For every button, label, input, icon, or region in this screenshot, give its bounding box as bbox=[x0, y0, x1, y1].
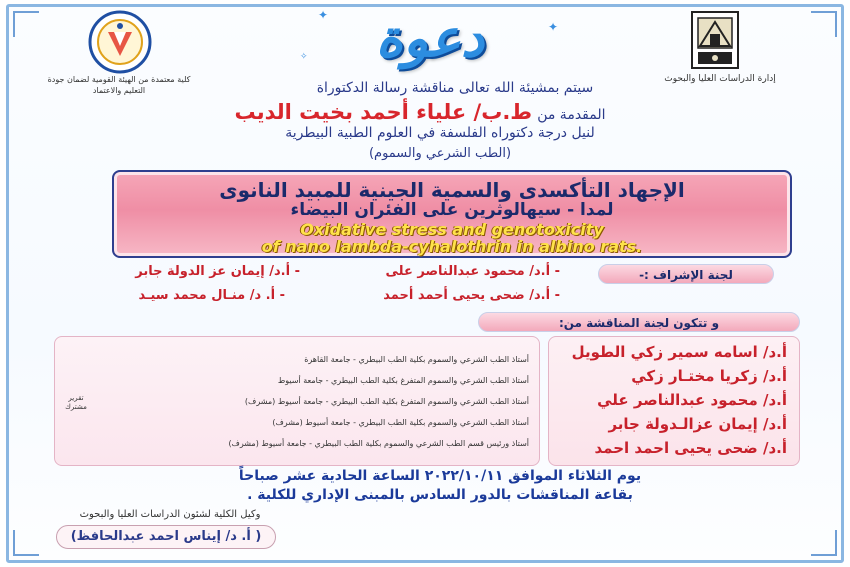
graduate-studies-caption: إدارة الدراسات العليا والبحوث bbox=[664, 74, 776, 84]
supervisor-name: - أ. د/ منـال محمد سيـد bbox=[138, 288, 285, 303]
committee-label: و تتكون لجنة المناقشة من: bbox=[478, 312, 800, 332]
corner-ornament bbox=[811, 530, 837, 556]
specialty-text: (الطب الشرعي والسموم) bbox=[368, 146, 512, 161]
thesis-title-english-line1: Oxidative stress and genotoxicity bbox=[300, 220, 604, 239]
candidate-name: ط.ب/ علياء أحمد بخيت الديب bbox=[234, 100, 533, 124]
vice-dean-role: وكيل الكلية لشئون الدراسات العليا والبحوث bbox=[79, 509, 261, 520]
affiliation-line: أستاذ الطب الشرعي والسموم المتفرغ بكلية الطب البيطري - جامعة أسيوط bbox=[277, 376, 529, 385]
committee-member: أ.د/ ضحى يحيى احمد احمد bbox=[594, 439, 787, 457]
thesis-title-box bbox=[112, 170, 792, 258]
affiliation-line: أستاذ الطب الشرعي والسموم بكلية الطب البيطري - جامعة القاهرة bbox=[304, 355, 529, 364]
schedule-location: بقاعة المناقشات بالدور السادس بالمبنى الإداري للكلية . bbox=[247, 487, 633, 503]
degree-text: لنيل درجة دكتوراه الفلسفة في العلوم الطبية البيطرية bbox=[285, 125, 595, 141]
committee-members-box bbox=[548, 336, 800, 466]
affiliation-line: أستاذ الطب الشرعي والسموم المتفرغ بكلية الطب البيطري - جامعة أسيوط (مشرف) bbox=[244, 397, 529, 406]
university-logo bbox=[680, 10, 750, 72]
committee-member: أ.د/ إيمان عزالـدولة جابر bbox=[608, 415, 787, 433]
intro-text: سيتم بمشيئة الله تعالى مناقشة رسالة الدكتوراة bbox=[316, 80, 594, 96]
committee-member: أ.د/ محمود عبدالناصر علي bbox=[597, 391, 787, 409]
vice-dean-name: ( أ. د/ إيناس احمد عبدالحافظ) bbox=[56, 525, 276, 549]
thesis-title-arabic-line2: لمدا - سيهالوثرين على الفئران البيضاء bbox=[290, 200, 614, 220]
vet-faculty-caption: كلية معتمدة من الهيئة القومية لضمان جودة التعليم والاعتماد bbox=[47, 75, 191, 95]
candidate-line bbox=[200, 100, 640, 124]
supervisor-name: - أ.د/ محمود عبدالناصر على bbox=[385, 264, 560, 279]
sparkle-icon: ✧ bbox=[300, 52, 308, 62]
supervisor-name: - أ.د/ إيمان عز الدولة جابر bbox=[135, 264, 300, 279]
supervision-label: لجنة الإشراف :- bbox=[598, 264, 774, 284]
joint-report-note: تقرير مشترك bbox=[65, 394, 87, 411]
candidate-prefix: المقدمة من bbox=[537, 107, 606, 123]
vet-faculty-logo bbox=[88, 10, 152, 74]
schedule-date: يوم الثلاثاء الموافق ٢٠٢٢/١٠/١١ الساعة الحادية عشر صباحاً bbox=[238, 468, 642, 484]
sparkle-icon: ✦ bbox=[548, 20, 559, 34]
affiliations-box bbox=[54, 336, 540, 466]
invitation-title: دعوة bbox=[375, 8, 485, 69]
sparkle-icon: ✦ bbox=[318, 8, 329, 22]
thesis-title-arabic-line1: الإجهاد التأكسدى والسمية الجينية للمبيد النانوى bbox=[219, 178, 685, 202]
affiliation-line: أستاذ ورئيس قسم الطب الشرعي والسموم بكلية الطب البيطري - جامعة أسيوط (مشرف) bbox=[228, 439, 529, 448]
affiliation-line: أستاذ الطب الشرعي والسموم بكلية الطب البيطري - جامعة أسيوط (مشرف) bbox=[272, 418, 529, 427]
corner-ornament bbox=[811, 11, 837, 37]
committee-member: أ.د/ زكريا مختـار زكي bbox=[631, 367, 787, 385]
supervisor-name: - أ.د/ ضحى يحيى أحمد أحمد bbox=[383, 288, 560, 303]
thesis-title-english-line2: of nano lambda-cyhalothrin in albino rats. bbox=[261, 237, 643, 256]
corner-ornament bbox=[13, 11, 39, 37]
committee-member: أ.د/ اسامه سمير زكي الطويل bbox=[571, 343, 787, 361]
corner-ornament bbox=[13, 530, 39, 556]
